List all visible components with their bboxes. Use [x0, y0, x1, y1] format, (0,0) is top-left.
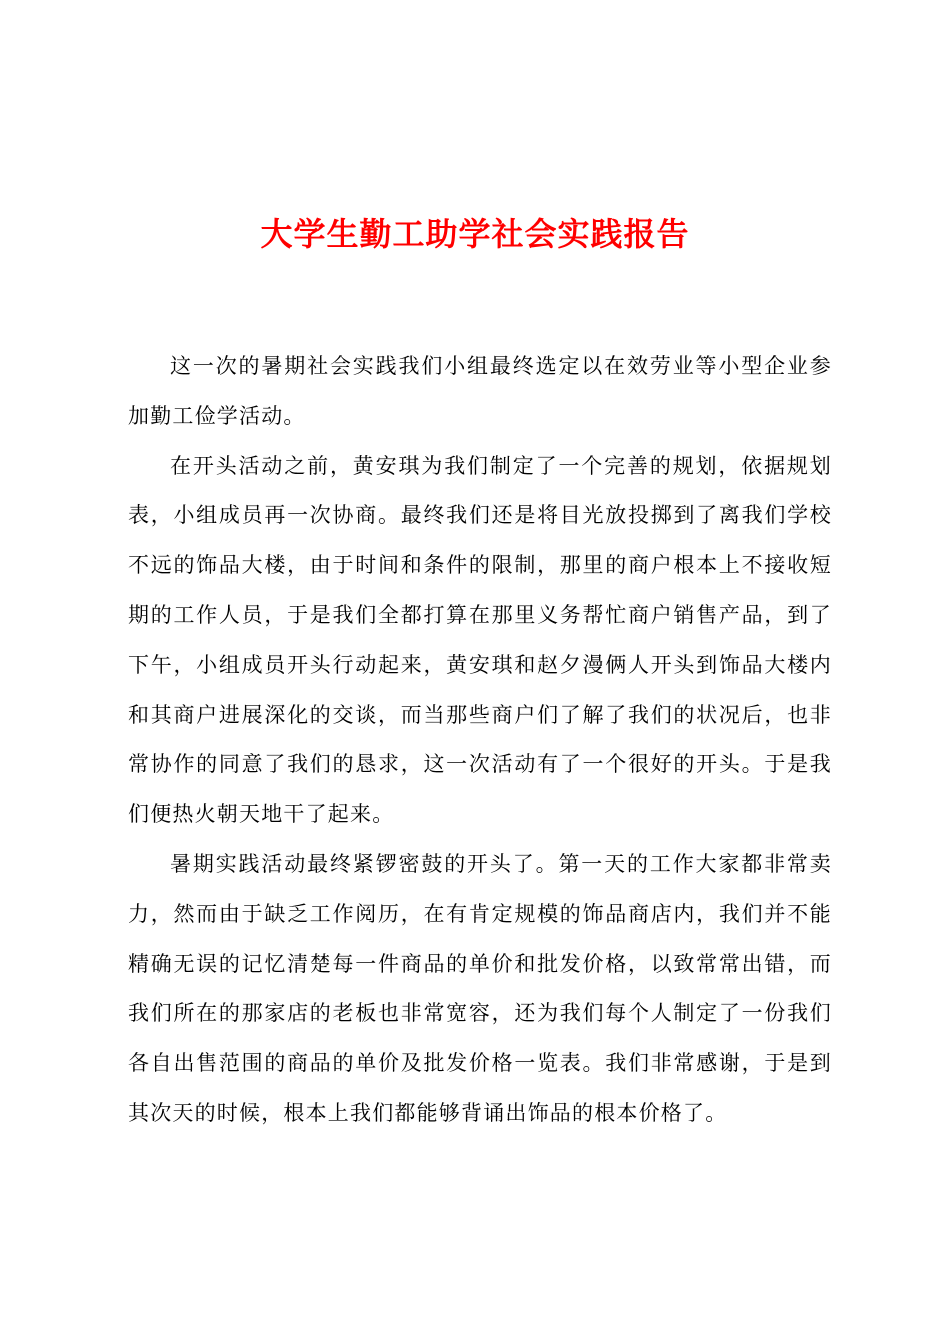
document-body: [128, 342, 832, 1139]
paragraph-3: 暑期实践活动最终紧锣密鼓的开头了。第一天的工作大家都非常卖力，然而由于缺乏工作阅历，在有肯定规模的饰品商店内，我们并不能精确无误的记忆清楚每一件商品的单价和批发价格，以致常常出错，而我们所在的那家店的老板也非常宽容，还为我们每个人制定了一份我们各自出售范围的商品的单价及批发价格一览表。我们非常感谢，于是到其次天的时候，根本上我们都能够背诵出饰品的根本价格了。: [128, 851, 832, 1125]
paragraph-2: 在开头活动之前，黄安琪为我们制定了一个完善的规划，依据规划表，小组成员再一次协商。最终我们还是将目光放投掷到了离我们学校不远的饰品大楼，由于时间和条件的限制，那里的商户根本上不接收短期的工作人员，于是我们全都打算在那里义务帮忙商户销售产品，到了下午，小组成员开头行动起来，黄安琪和赵夕漫俩人开头到饰品大楼内和其商户进展深化的交谈，而当那些商户们了解了我们的状况后，也非常协作的同意了我们的恳求，这一次活动有了一个很好的开头。于是我们便热火朝天地干了起来。: [128, 453, 832, 827]
paragraph-1: 这一次的暑期社会实践我们小组最终选定以在效劳业等小型企业参加勤工俭学活动。: [128, 354, 832, 428]
document-title: 大学生勤工助学社会实践报告: [260, 215, 690, 253]
